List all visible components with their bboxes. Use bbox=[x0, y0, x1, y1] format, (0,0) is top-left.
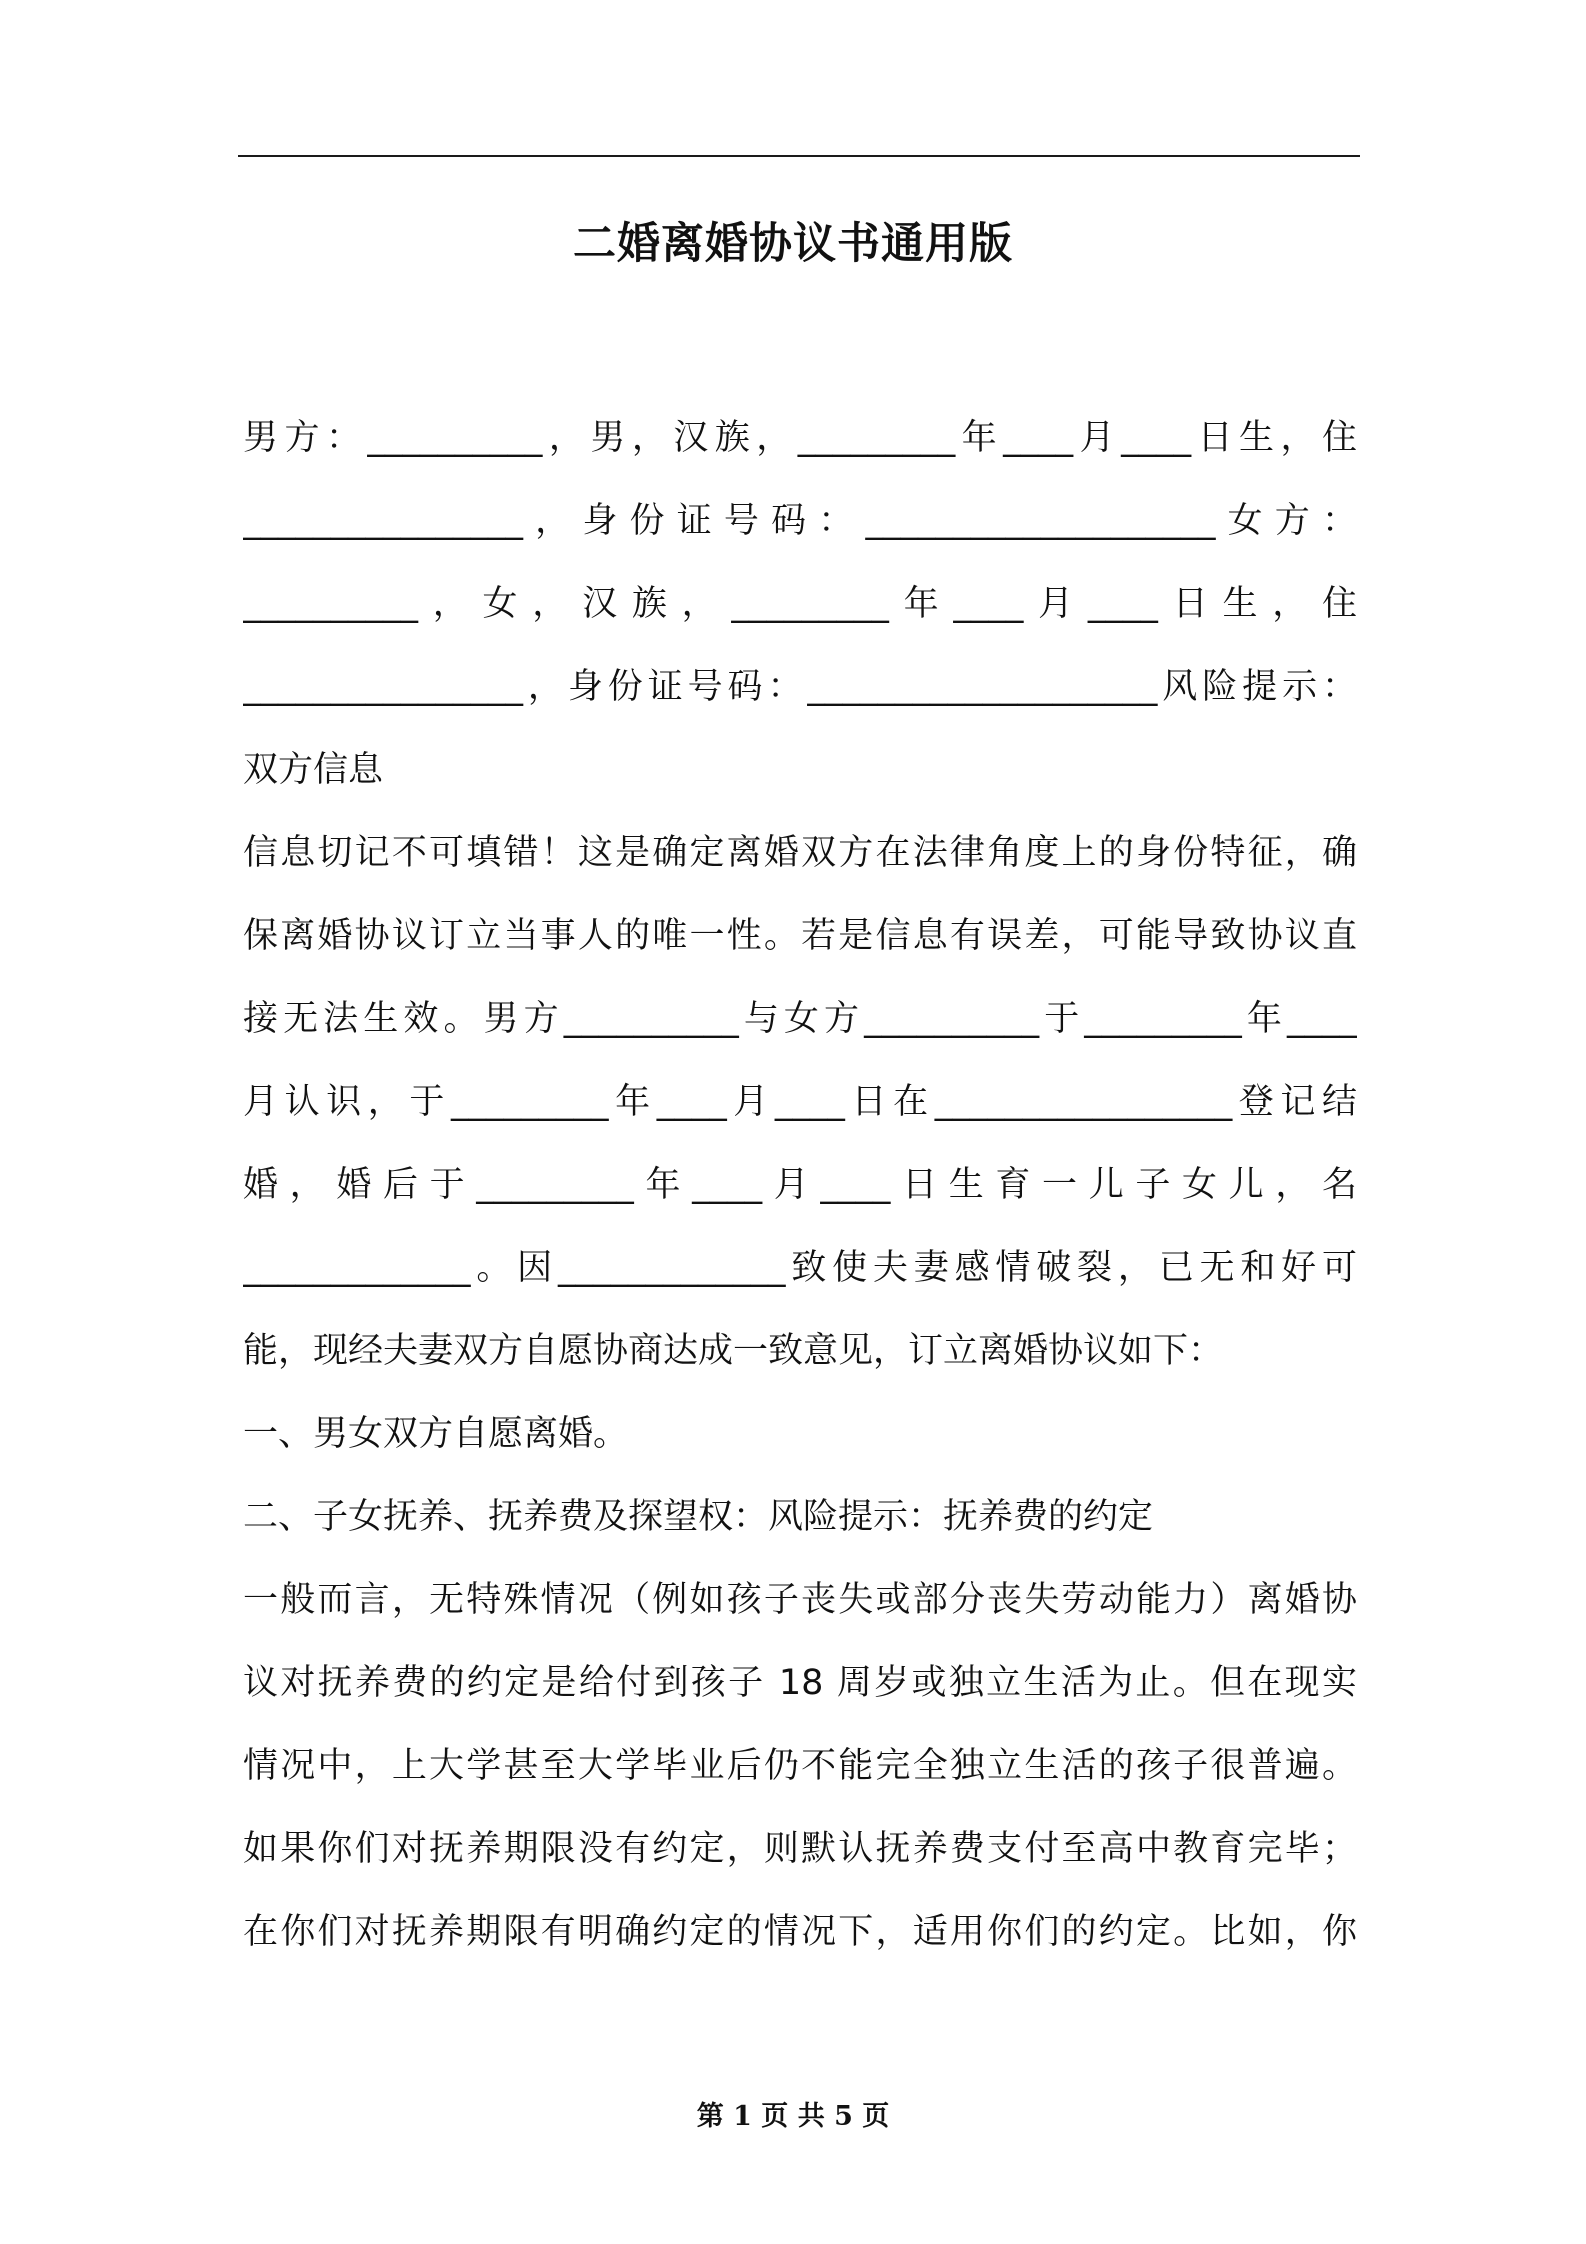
document-title: 二婚离婚协议书通用版 bbox=[573, 219, 1013, 269]
body-line: 婚，婚后于_________年____月____日生育一儿子女儿，名 bbox=[243, 1165, 1357, 1205]
header-rule bbox=[238, 155, 1360, 157]
body-line: 月认识，于_________年____月____日在_________________登记结 bbox=[243, 1082, 1357, 1122]
body-line: 情况中，上大学甚至大学毕业后仍不能完全独立生活的孩子很普遍。 bbox=[243, 1746, 1357, 1786]
body-line: 如果你们对抚养期限没有约定，则默认抚养费支付至高中教育完毕； bbox=[243, 1829, 1357, 1869]
body-line: __________，女，汉族，_________年____月____日生，住 bbox=[243, 584, 1357, 624]
body-line: 男方：__________，男，汉族，_________年____月____日生，住 bbox=[243, 418, 1357, 458]
body-line: 信息切记不可填错！这是确定离婚双方在法律角度上的身份特征，确 bbox=[243, 833, 1357, 873]
body-line: 双方信息 bbox=[243, 750, 384, 790]
body-line: ________________，身份证号码：____________________风险提示： bbox=[243, 667, 1357, 707]
body-line: 议对抚养费的约定是给付到孩子 18 周岁或独立生活为止。但在现实 bbox=[243, 1663, 1357, 1703]
body-line: 一般而言，无特殊情况（例如孩子丧失或部分丧失劳动能力）离婚协 bbox=[243, 1580, 1357, 1620]
body-line: 一、男女双方自愿离婚。 bbox=[243, 1414, 629, 1454]
body-line: 二、子女抚养、抚养费及探望权：风险提示：抚养费的约定 bbox=[243, 1497, 1154, 1537]
body-line: 能，现经夫妻双方自愿协商达成一致意见，订立离婚协议如下： bbox=[243, 1331, 1224, 1371]
page-number: 第 1 页 共 5 页 bbox=[696, 2101, 890, 2132]
body-line: ________________，身份证号码：____________________女方： bbox=[243, 501, 1357, 541]
body-line: 在你们对抚养期限有明确约定的情况下，适用你们的约定。比如，你 bbox=[243, 1912, 1357, 1952]
body-line: 接无法生效。男方__________与女方__________于_________年____ bbox=[243, 999, 1357, 1039]
body-line: _____________。因_____________致使夫妻感情破裂，已无和好可 bbox=[243, 1248, 1357, 1288]
body-line: 保离婚协议订立当事人的唯一性。若是信息有误差，可能导致协议直 bbox=[243, 916, 1357, 956]
